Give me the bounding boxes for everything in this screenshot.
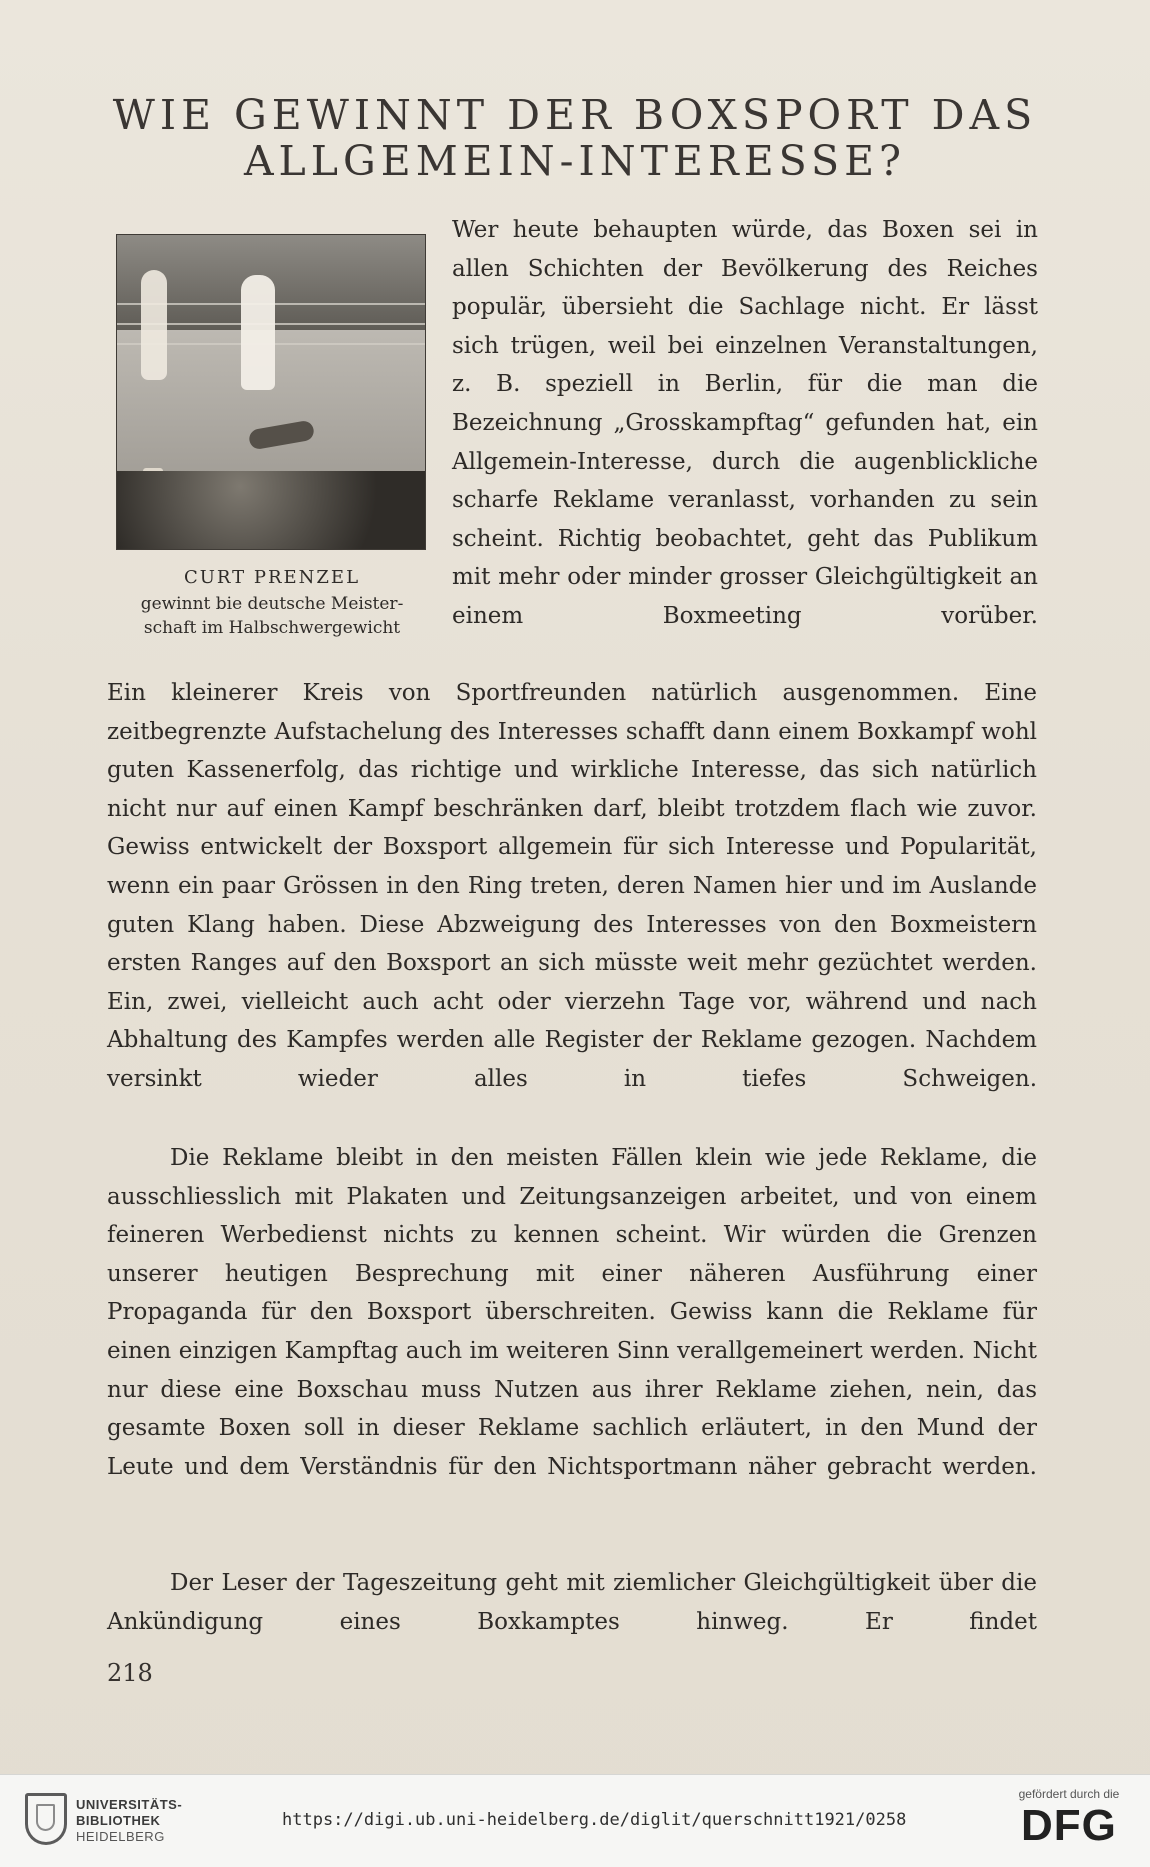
document-url-link[interactable]: https://digi.ub.uni-heidelberg.de/diglit/querschnitt1921/0258 [282, 1810, 907, 1830]
body-paragraph-2: Die Reklame bleibt in den meisten Fällen klein wie jede Reklame, die ausschliesslich mit Plakaten und Zeitungsanzeigen arbeitet, und von einem feineren Werbedienst nichts zu kennen scheint. Wir würden die Grenzen unserer heutigen Besprechung mit einer näheren Ausführung einer Propaganda für den Boxsport überschreiten. Gewiss kann die Reklame für einen einzigen Kampftag auch im weiteren Sinn verallgemeinert werden. Nicht nur diese eine Boxschau muss Nutzen aus ihrer Reklame ziehen, nein, das gesamte Boxen soll in dieser Reklame sachlich erläutert, in den Mund der Leute und dem Verständnis für den Nichtsportmann näher gebracht werden. [107, 1145, 1037, 1480]
standing-boxer [141, 270, 167, 380]
boxing-photograph [116, 234, 426, 550]
ringside-crowd [117, 471, 425, 549]
dfg-logo: DFG [1021, 1801, 1117, 1850]
page-number: 218 [107, 1659, 153, 1687]
lead-paragraph: Wer heute behaupten würde, das Boxen sei in allen Schichten der Bevölkerung des Reiches populär, übersieht die Sachlage nicht. Er lässt sich trügen, weil bei einzelnen Veranstaltungen, z. B. speziell in Berlin, für die man die Bezeichnung „Grosskampftag“ gefunden hat, ein Allgemein-Interesse, durch die augenblickliche scharfe Reklame veranlasst, vorhanden zu sein scheint. Richtig beobachtet, geht das Publikum mit mehr oder minder grosser Gleichgültigkeit an einem Boxmeeting vorüber. [452, 217, 1038, 629]
referee-figure [241, 275, 275, 390]
article-title [90, 92, 1060, 184]
university-line: BIBLIOTHEK [76, 1813, 161, 1828]
digital-library-footer [0, 1774, 1150, 1867]
funding-text: gefördert durch die [1018, 1787, 1120, 1801]
university-line: UNIVERSITÄTS- [76, 1797, 183, 1812]
caption-name: CURT PRENZEL [183, 567, 361, 588]
body-paragraph-3: Der Leser der Tageszeitung geht mit ziemlicher Gleichgültigkeit über die Ankündigung eines Boxkamptes hinweg. Er findet [107, 1570, 1037, 1635]
university-line: HEIDELBERG [76, 1829, 165, 1844]
title-line-1: WIE GEWINNT DER BOXSPORT DAS [112, 91, 1038, 139]
university-library-logo-icon [25, 1793, 67, 1845]
body-paragraph-1: Ein kleinerer Kreis von Sportfreunden natürlich ausgenommen. Eine zeitbegrenzte Aufstachelung des Interesses schafft dann einem Boxkampf wohl guten Kassenerfolg, das richtige und wirkliche Interesse, das sich natürlich nicht nur auf einen Kampf beschränken darf, bleibt trotzdem flach wie zuvor. Gewiss entwickelt der Boxsport allgemein für sich Interesse und Popularität, wenn ein paar Grössen in den Ring treten, deren Namen hier und im Auslande guten Klang haben. Diese Abzweigung des Interesses von den Boxmeistern ersten Ranges auf den Boxsport an sich müsste weit mehr gezüchtet werden. Ein, zwei, vielleicht auch acht oder vierzehn Tage vor, während und nach Abhaltung des Kampfes werden alle Register der Reklame gezogen. Nachdem versinkt wieder alles in tiefes Schweigen. [107, 680, 1037, 1092]
title-line-2: ALLGEMEIN-INTERESSE? [243, 137, 907, 185]
caption-line: schaft im Halbschwergewicht [143, 618, 401, 638]
caption-line: gewinnt bie deutsche Meister- [140, 594, 404, 614]
photo-caption [102, 564, 442, 640]
university-library-name [76, 1797, 256, 1845]
